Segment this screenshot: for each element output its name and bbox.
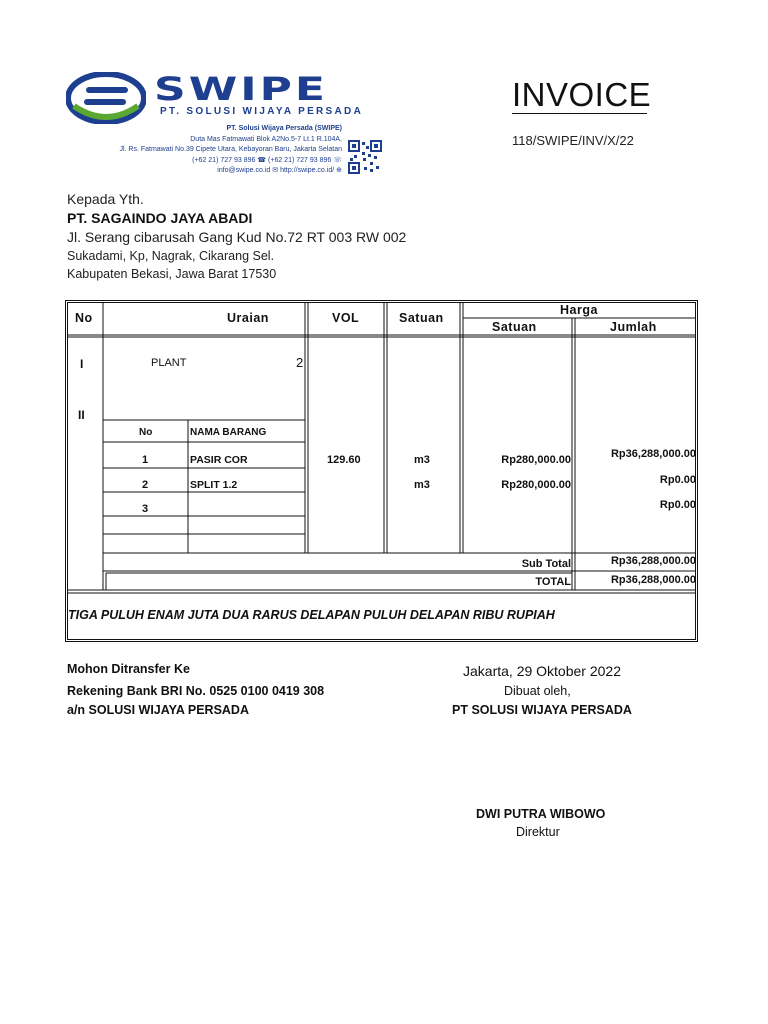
recipient-address-3: Kabupaten Bekasi, Jawa Barat 17530 — [67, 267, 277, 281]
signature-company: PT SOLUSI WIJAYA PERSADA — [452, 703, 632, 717]
total-value: Rp36,288,000.00 — [610, 574, 696, 586]
item-2-harga: Rp280,000.00 — [501, 479, 571, 491]
item-2-no: 2 — [142, 479, 149, 491]
header-uraian: Uraian — [227, 311, 269, 325]
brand-wordmark: SWIPE — [154, 71, 328, 108]
fax-icon: ☏ — [333, 156, 342, 164]
item-1-nama: PASIR COR — [190, 454, 248, 466]
item-1-jumlah: Rp36,288,000.00 — [610, 448, 696, 460]
subheader-nama-barang: NAMA BARANG — [190, 427, 267, 438]
item-1-no: 1 — [142, 454, 149, 466]
item-1-harga: Rp280,000.00 — [501, 454, 571, 466]
invoice-table — [65, 300, 698, 642]
item-3-jumlah: Rp0.00 — [659, 499, 696, 511]
subtotal-value: Rp36,288,000.00 — [610, 555, 696, 567]
header-harga: Harga — [560, 303, 598, 317]
company-fax: (+62 21) 727 93 896 — [268, 156, 332, 164]
web-icon: ⊕ — [336, 167, 342, 174]
company-contacts — [60, 166, 342, 177]
phone-icon: ☎ — [257, 156, 267, 164]
subheader-no: No — [139, 427, 153, 438]
swipe-logo-icon — [66, 72, 146, 124]
signatory-title: Direktur — [516, 825, 560, 839]
company-web: http://swipe.co.id/ — [280, 167, 335, 174]
company-info — [60, 124, 342, 177]
section-1-label: PLANT — [151, 357, 187, 369]
header-satuan: Satuan — [399, 311, 444, 325]
qr-code-icon — [348, 140, 382, 174]
invoice-title-rule — [512, 113, 647, 114]
section-1-number: I — [80, 357, 84, 371]
company-phones — [60, 156, 342, 167]
signatory-name: DWI PUTRA WIBOWO — [476, 807, 606, 821]
invoice-number: 118/SWIPE/INV/X/22 — [512, 133, 634, 148]
header-harga-satuan: Satuan — [492, 320, 537, 334]
payment-holder: a/n SOLUSI WIJAYA PERSADA — [67, 703, 249, 717]
recipient-address-2: Sukadami, Kp, Nagrak, Cikarang Sel. — [67, 249, 275, 263]
item-2-nama: SPLIT 1.2 — [190, 479, 238, 491]
header-no: No — [75, 311, 93, 325]
payment-heading: Mohon Ditransfer Ke — [67, 662, 190, 676]
recipient-address-1: Jl. Serang cibarusah Gang Kud No.72 RT 003 RW 002 — [67, 229, 407, 245]
signature-place-date: Jakarta, 29 Oktober 2022 — [463, 663, 621, 679]
company-phone: (+62 21) 727 93 896 — [192, 156, 256, 164]
company-address-2: Jl. Rs. Fatmawati No.39 Cipete Utara, Kebayoran Baru, Jakarta Selatan — [119, 146, 342, 153]
item-3-no: 3 — [142, 503, 149, 515]
company-name-line: PT. Solusi Wijaya Persada (SWIPE) — [226, 125, 342, 132]
amount-in-words: TIGA PULUH ENAM JUTA DUA RARUS DELAPAN PULUH DELAPAN RIBU RUPIAH — [68, 608, 555, 622]
recipient-salutation: Kepada Yth. — [67, 191, 144, 207]
signature-made-by: Dibuat oleh, — [504, 684, 571, 698]
item-2-jumlah: Rp0.00 — [659, 474, 696, 486]
payment-bank: Rekening Bank BRI No. 0525 0100 0419 308 — [67, 684, 325, 698]
header-harga-jumlah: Jumlah — [610, 320, 657, 334]
item-1-satuan: m3 — [414, 454, 430, 466]
recipient-name: PT. SAGAINDO JAYA ABADI — [67, 210, 253, 226]
invoice-title: INVOICE — [512, 76, 652, 113]
header-vol: VOL — [332, 311, 360, 325]
item-2-satuan: m3 — [414, 479, 430, 491]
company-address-1: Duta Mas Fatmawati Blok A2No.5-7 Lt.1 R.104A, — [190, 135, 342, 143]
section-2-number: II — [78, 408, 85, 422]
section-1-extra: 2 — [296, 355, 304, 370]
brand-tagline: PT. SOLUSI WIJAYA PERSADA — [160, 106, 364, 117]
item-1-vol: 129.60 — [327, 454, 361, 466]
subtotal-label: Sub Total — [521, 558, 571, 570]
email-icon: ✉ — [272, 167, 279, 174]
company-email: info@swipe.co.id — [217, 167, 271, 174]
total-label: TOTAL — [535, 576, 571, 588]
table-grid — [65, 300, 698, 642]
